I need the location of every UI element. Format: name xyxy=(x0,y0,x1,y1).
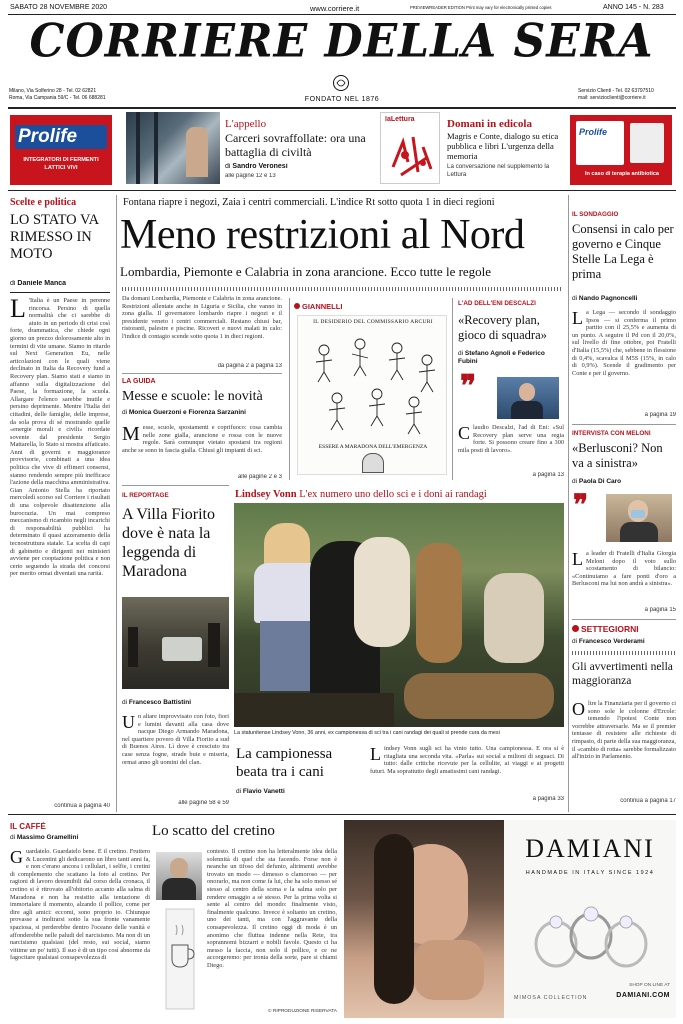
lettura-sub: La conversazione nel supplemento la Lettura xyxy=(447,163,550,178)
descalzi-headline[interactable]: «Recovery plan, gioco di squadra» xyxy=(458,313,547,342)
sondaggio-body: La Lega — secondo il sondaggio Ipsos — si conferma il primo partito con il 25,5% e aumenta di un punto. A seguire il Pd con il 20,0%, sul livello di fine ottobre, poi Fratelli d'Italia (15,5%) che, sebbene in flessione di 0,4%, scavalca il M5S (15%, in calo di 0,9%). Scende il gradimento per Conte e per il governo. xyxy=(572,309,676,377)
appello-headline[interactable]: Carceri sovraffollate: ora una battaglia di civiltà xyxy=(225,131,366,159)
reportage-headline[interactable]: A Villa Fiorito dove è nata la leggenda di Maradona xyxy=(122,506,215,580)
reportage-kicker: IL REPORTAGE xyxy=(122,492,169,499)
reportage-pages[interactable]: alle pagine 58 e 59 xyxy=(178,800,229,806)
giannelli-dot-icon xyxy=(294,303,300,309)
reportage-photo[interactable] xyxy=(122,597,229,689)
scelte-byline: di Daniele Manca xyxy=(10,280,67,287)
scelte-cont[interactable]: continua a pagina 40 xyxy=(54,803,110,809)
prolife-line-1: INTEGRATORI DI FERMENTI xyxy=(23,157,99,163)
damiani-tagline: HANDMADE IN ITALY SINCE 1924 xyxy=(525,870,655,876)
descalzi-photo[interactable] xyxy=(497,377,559,419)
meloni-body: La leader di Fratelli d'Italia Giorgia Meloni dopo il voto sullo scostamento di bilancio: «Continuiamo a fare ponti d'oro a Berlusconi ma lui non andrà a sinistra». xyxy=(572,550,676,588)
masthead-title: CORRIERE DELLA SERA xyxy=(29,14,654,69)
damiani-brand: DAMIANI xyxy=(525,834,655,863)
meloni-headline[interactable]: «Berlusconi? Non va a sinistra» xyxy=(572,441,663,470)
descalzi-body: Claudio Descalzi, l'ad di Eni: «Sul Recovery plan serve una regia forte. Si possono creare fino a 300 mila posti di lavoro». xyxy=(458,424,564,454)
ad-prolife-right[interactable] xyxy=(570,115,672,185)
meloni-quote-icon: ❞ xyxy=(573,492,589,520)
vonn-label-line: Lindsey Vonn L'ex numero uno dello sci e i doni ai randagi xyxy=(235,489,487,500)
appello-byline: di Sandro Veronesi xyxy=(225,163,288,170)
meloni-byline: di Paola Di Caro xyxy=(572,478,622,485)
settegiorni-headline[interactable]: Gli avvertimenti nella maggioranza xyxy=(572,661,673,687)
damiani-shop: SHOP ON LINE AT xyxy=(629,983,670,988)
damiani-model-photo xyxy=(344,820,504,1018)
caffe-credit: © RIPRODUZIONE RISERVATA xyxy=(267,1009,337,1014)
meloni-photo[interactable] xyxy=(606,494,672,542)
descalzi-pages[interactable]: a pagina 13 xyxy=(532,472,564,478)
lettura-illustration-icon xyxy=(383,127,439,183)
vonn-photo[interactable] xyxy=(234,503,564,727)
giannelli-caption-bottom: ESSERE A MARADONA DELL'EMERGENZA xyxy=(318,444,428,450)
prolife-right-line: In caso di terapia antibiotica xyxy=(585,171,659,177)
settegiorni-body: Oltre la Finanziaria per il governo ci sono sole le colonne d'Ercole: temendo l'ipotesi Conte non vorrebbe attraversarle. Ma se il premier tentasse di resistere alle richieste di rimpasto, di parte della sua maggioranza, il «cambio di rotta» sarebbe formalizzato all'inizio in Parlamento. xyxy=(572,700,676,761)
caffe-body-2: contesto. Il cretino non ha letteralmente idea della solennità di quel che sta facendo. Forse non è neanche un tifoso del defunto, altrimenti avrebbe trovato un modo — dimesso o clamoroso — per onorarlo, ma non come fa lui, che ha solo messo sé stesso al centro della scena e la salma solo per rendere omaggio a sé stesso. Per la prima volta si sente al centro del mondo: finalmente visto, finalmente qualcuno. Invece è soltanto un cretino, uno dei tanti, ma con l'aggravante della consapevolezza. Il cretino oggi di moda è un anonimo che fluttua indenne nella Rete, tra soprannomi bizzarri e nobili favole. Questo ci ha messo la faccia, non solo il pollice, e ce ne accorgeremo: per ironia della sorte, pare si chiami Diego. xyxy=(207,848,337,969)
ad-prolife-left[interactable] xyxy=(10,115,112,185)
sondaggio-byline: di Nando Pagnoncelli xyxy=(572,295,638,302)
scelte-body: L 'Italia è un Paese in perenne rincorsa. Persino di quella normalità che ci sarebbe di aiuto in un periodo di crisi così forte, drammatica, che chiede ogni giorno un prezzo dolorosamente alto in termini di vite umane. Siamo in ritardo sul Next Generation Eu, nelle articolazioni con le quali viene declinato in Italia da Recovery fund a Recovery plan. Siamo stati e siamo in affanno sulla digitalizzazione del Paese, la formazione, la scuola. Allargare l'elenco sarebbe inutile e persino deprimente. Mentre l'Italia dei cittadini, delle famiglie, delle imprese, da sola prova di sé mostrando quelle «energie morali e civili» ricordate sovente dal presidente Sergio Mattarella, lo Stato si mostra affaticato. Anni di governi e maggioranze provvisorie, combinati a una idea politica che vive di effimeri consensi, stanno rendendo sempre più inefficace l'azione della macchina amministrativa. Gian Antonio Stella ha riportato mercoledì scorso sul Corriere i risultati di una colpevole disattenzione alla burocrazia. Un mai compreso meccanismo di ricambio negli incarichi di responsabilità pubblici ha determinato il quasi azzeramento della tecnostruttura statale. La scelta di capi di gabinetto e dirigenti nei ministeri avviene per cooptazione politica e non certo seguendo la strada dei concorsi per merito ormai diventati una rarità. xyxy=(10,297,110,578)
lettura-kicker: Domani in edicola xyxy=(447,118,532,130)
guida-pages[interactable]: alle pagine 2 e 3 xyxy=(237,474,282,480)
settegiorni-cont[interactable]: continua a pagina 17 xyxy=(620,798,676,804)
lead-pages[interactable]: da pagina 2 a pagina 13 xyxy=(217,363,282,369)
caffe-headline[interactable]: Lo scatto del cretino xyxy=(152,823,275,839)
damiani-collection: MIMOSA COLLECTION xyxy=(514,995,588,1001)
guida-byline: di Monica Guerzoni e Fiorenza Sarzanini xyxy=(122,409,246,416)
sondaggio-headline[interactable]: Consensi in calo per governo e Cinque Stelle La Lega è prima xyxy=(572,222,674,281)
masthead-founded: FONDATO NEL 1876 xyxy=(304,96,380,103)
appello-photo[interactable] xyxy=(126,112,220,184)
scelte-kicker: Scelte e politica xyxy=(10,197,77,208)
sondaggio-pages[interactable]: a pagina 19 xyxy=(644,412,676,418)
ad-damiani[interactable] xyxy=(344,820,676,1018)
sondaggio-kicker: IL SONDAGGIO xyxy=(572,211,619,218)
giannelli-caption-top: IL DESIDERIO DEL COMMISSARIO ARCURI xyxy=(313,319,433,325)
guida-body: Messe, scuole, spostamenti e coprifuoco: cosa cambia nelle zone gialla, arancione e rossa con le nuove regole. Sarà comunque vietato spostarsi tra regioni anche se sono in fascia gialla. Chiusi gli impianti di sci. xyxy=(122,424,282,454)
prolife-line-2: LATTICI VIVI xyxy=(44,165,78,171)
lead-sub: Lombardia, Piemonte e Calabria in zona arancione. Ecco tutte le regole xyxy=(120,264,492,279)
vonn-caption: La statunitense Lindsey Vonn, 36 anni, ex campionessa di sci tra i cani randagi dei quali si prende cura da mesi xyxy=(234,730,500,736)
damiani-rings-icon xyxy=(526,896,656,976)
masthead-service-right: Servizio Clienti - Tel. 02 63797510 mail: servizioclienti@corriere.it xyxy=(578,88,654,101)
lead-strap: Fontana riapre i negozi, Zaia i centri commerciali. L'indice Rt sotto quota 1 in dieci regioni xyxy=(123,197,495,208)
meloni-pages[interactable]: a pagina 15 xyxy=(644,607,676,613)
vonn-pages[interactable]: a pagina 33 xyxy=(532,796,564,802)
lead-body: Da domani Lombardia, Piemonte e Calabria in zona arancione. Restrizioni allentate anche in Liguria e Sicilia, che vanno in zona gialla. Il governatore lombardo riapre i negozi e il presidente veneto i centri commerciali. Restano chiusi bar, ristoranti, palestre e piscine. Ricoveri e nuovi malati in calo: l'indice di contagio scende sotto quota 1 in dieci regioni. xyxy=(122,295,282,340)
settegiorni-kicker: SETTEGIORNI xyxy=(572,624,676,634)
guida-kicker: LA GUIDA xyxy=(122,378,156,385)
cartoon-figures-icon xyxy=(302,330,444,450)
settegiorni-byline: di Francesco Verderami xyxy=(572,638,645,645)
lettura-cover[interactable] xyxy=(380,112,440,184)
masthead-edition-note: PREVIEWREADER EDITION Print may vary for electronically printed copies xyxy=(410,5,552,10)
masthead-date: SABATO 28 NOVEMBRE 2020 xyxy=(10,4,108,11)
vonn-headline[interactable]: La campionessa beata tra i cani xyxy=(236,746,333,780)
descalzi-kicker: L'AD DELL'ENI DESCALZI xyxy=(458,300,536,307)
vonn-byline: di Flavio Vanetti xyxy=(236,788,285,795)
reportage-byline: di Francesco Battistini xyxy=(122,699,192,706)
giannelli-kicker: GIANNELLI xyxy=(294,302,342,311)
reportage-body: Un altare improvvisato con foto, fiori e lumini davanti alla casa dove nacque Diego Armando Maradona, nel quartiere povero di Villa Fiorito a sud di Buenos Aires. Lì dove è cresciuto tra case senza fogne, strade buie e miseria, ormai anno gli uomini del clan. xyxy=(122,713,229,766)
masthead-issue: ANNO 145 - N. 283 xyxy=(603,4,664,11)
settegiorni-dot-icon xyxy=(572,625,579,632)
caffe-cup-icon xyxy=(158,905,202,1013)
caffe-body-1: Guardatelo. Guardatelo bene. È il cretino. Fruttero & Lucentini gli dedicarono un libro tanti anni fa, e non c'erano ancora i cellulari, i selfie, i cretini di complemento che scattano la foto al cretino. Per ragioni di lavoro desumibili dal corso della cronaca, il cretino si è ritrovato all'obitorio accanto alla salma di Maradona e non ha resistito alla tentazione di immortalare il momento, alzando il pollice, come per dire agli amici: eccomi, sono proprio io. Chiunque provasse a inoltrarsi sotto la sua fronte vanamente spaziosa, si perderebbe dentro l'oceano delle vanità e affonderebbe nelle paludi del narcisismo. Ma non di un narcisismo qualsiasi (del resto, sui social, siamo vittime un po' tutti). Il suo è di un tipo così abnorme da fagocitare qualsiasi consapevolezza di xyxy=(10,848,150,962)
prolife-right-brand: Prolife xyxy=(579,127,608,137)
lead-headline[interactable]: Meno restrizioni al Nord xyxy=(120,212,525,258)
giannelli-cartoon[interactable] xyxy=(297,315,447,475)
caffe-kicker: IL CAFFÈ xyxy=(10,822,46,831)
prolife-brand: Prolife xyxy=(18,126,78,147)
appello-kicker: L'appello xyxy=(225,118,267,130)
masthead-url[interactable]: www.corriere.it xyxy=(310,4,360,13)
caffe-byline: di Massimo Gramellini xyxy=(10,834,79,841)
masthead-address-left: Milano, Via Solferino 28 - Tel. 02 62821 Roma, Via Campania 59/C - Tel. 06 688281 xyxy=(9,88,106,101)
quote-icon: ❞ xyxy=(460,372,477,402)
vonn-body: Lindsey Vonn sugli sci ha vinto tutto. Una campionessa. E ora si è ritagliata una seconda vita. «Parla» sui social a milioni di seguaci. Di tutto: dalle critiche ricevute per la cellulite, ai viaggi e ai progetti futuri. Ma soprattutto degli amatissimi cani randagi. xyxy=(370,745,564,775)
masthead-emblem-icon xyxy=(332,74,350,92)
damiani-site[interactable]: DAMIANI.COM xyxy=(616,992,670,999)
guida-headline[interactable]: Messe e scuole: le novità xyxy=(122,389,263,404)
lettura-headline[interactable]: Magris e Conte, dialogo su etica pubblica e libri L'urgenza della memoria xyxy=(447,131,559,161)
scelte-headline[interactable]: LO STATO VA RIMESSO IN MOTO xyxy=(10,212,99,262)
descalzi-byline: di Stefano Agnoli e Federico Fubini xyxy=(458,350,545,365)
meloni-kicker: INTERVISTA CON MELONI xyxy=(572,430,651,437)
appello-pages: alle pagine 12 e 13 xyxy=(225,173,276,179)
lettura-logo: laLettura xyxy=(385,116,415,123)
caffe-author-photo xyxy=(156,852,202,900)
